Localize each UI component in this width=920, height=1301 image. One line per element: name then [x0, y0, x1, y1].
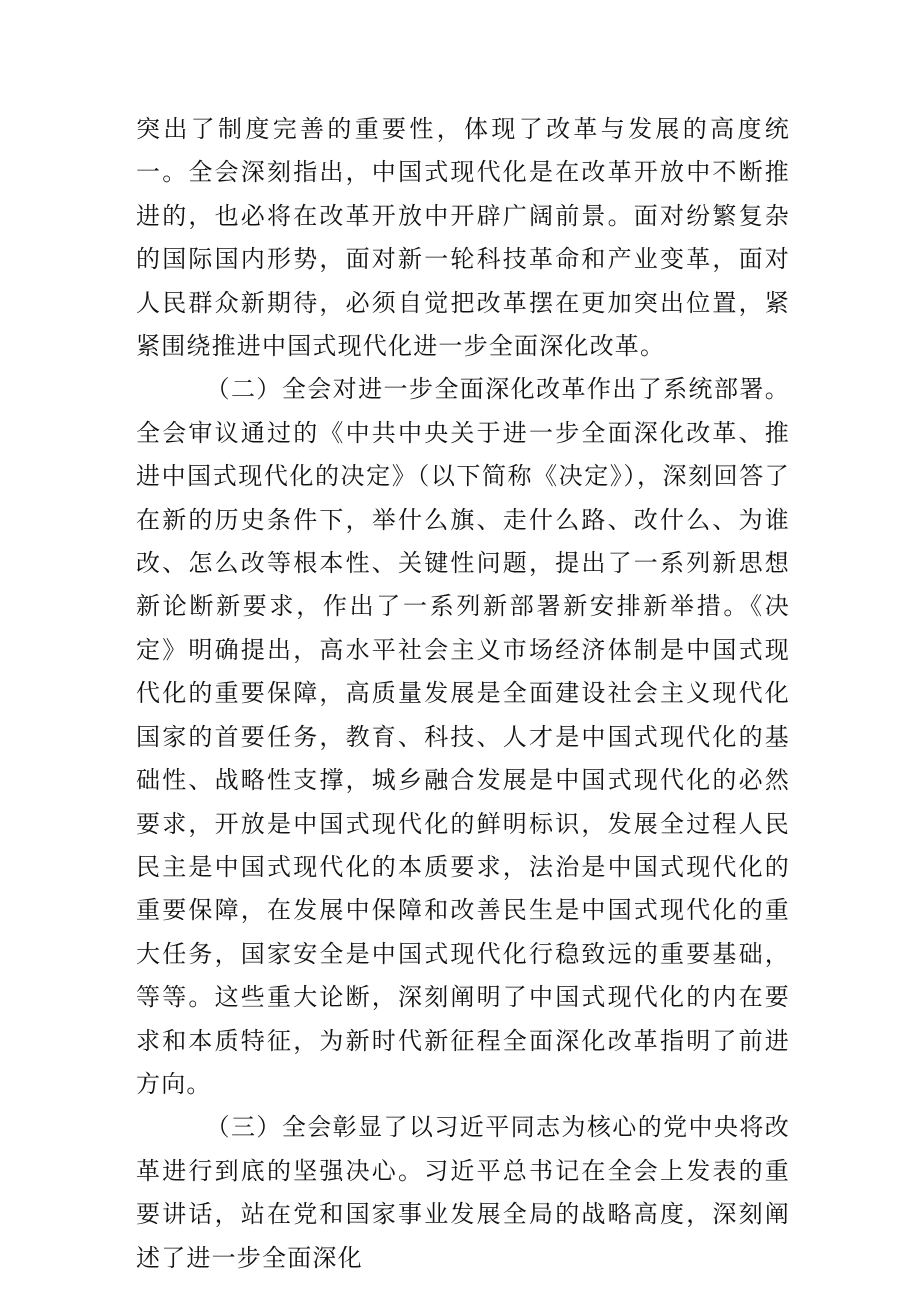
paragraph-3: （三）全会彰显了以习近平同志为核心的党中央将改革进行到底的坚强决心。习近平总书记在全会上发表的重要讲话，站在党和国家事业发展全局的战略高度，深刻阐述了进一步全面深化 [136, 1113, 790, 1272]
document-body [136, 108, 790, 1280]
paragraph-2: （二）全会对进一步全面深化改革作出了系统部署。全会审议通过的《中共中央关于进一步全面深化改革、推进中国式现代化的决定》（以下简称《决定》），深刻回答了在新的历史条件下，举什么旗、走什么路、改什么、为谁改、怎么改等根本性、关键性问题，提出了一系列新思想新论断新要求，作出了一系列新部署新安排新举措。《决定》明确提出，高水平社会主义市场经济体制是中国式现代化的重要保障，高质量发展是全面建设社会主义现代化国家的首要任务，教育、科技、人才是中国式现代化的基础性、战略性支撑，城乡融合发展是中国式现代化的必然要求，开放是中国式现代化的鲜明标识，发展全过程人民民主是中国式现代化的本质要求，法治是中国式现代化的重要保障，在发展中保障和改善民生是中国式现代化的重大任务，国家安全是中国式现代化行稳致远的重要基础，等等。这些重大论断，深刻阐明了中国式现代化的内在要求和本质特征，为新时代新征程全面深化改革指明了前进方向。 [136, 375, 790, 1098]
paragraph-1: 突出了制度完善的重要性，体现了改革与发展的高度统一。全会深刻指出，中国式现代化是在改革开放中不断推进的，也必将在改革开放中开辟广阔前景。面对纷繁复杂的国际国内形势，面对新一轮科技革命和产业变革，面对人民群众新期待，必须自觉把改革摆在更加突出位置，紧紧围绕推进中国式现代化进一步全面深化改革。 [136, 115, 790, 361]
